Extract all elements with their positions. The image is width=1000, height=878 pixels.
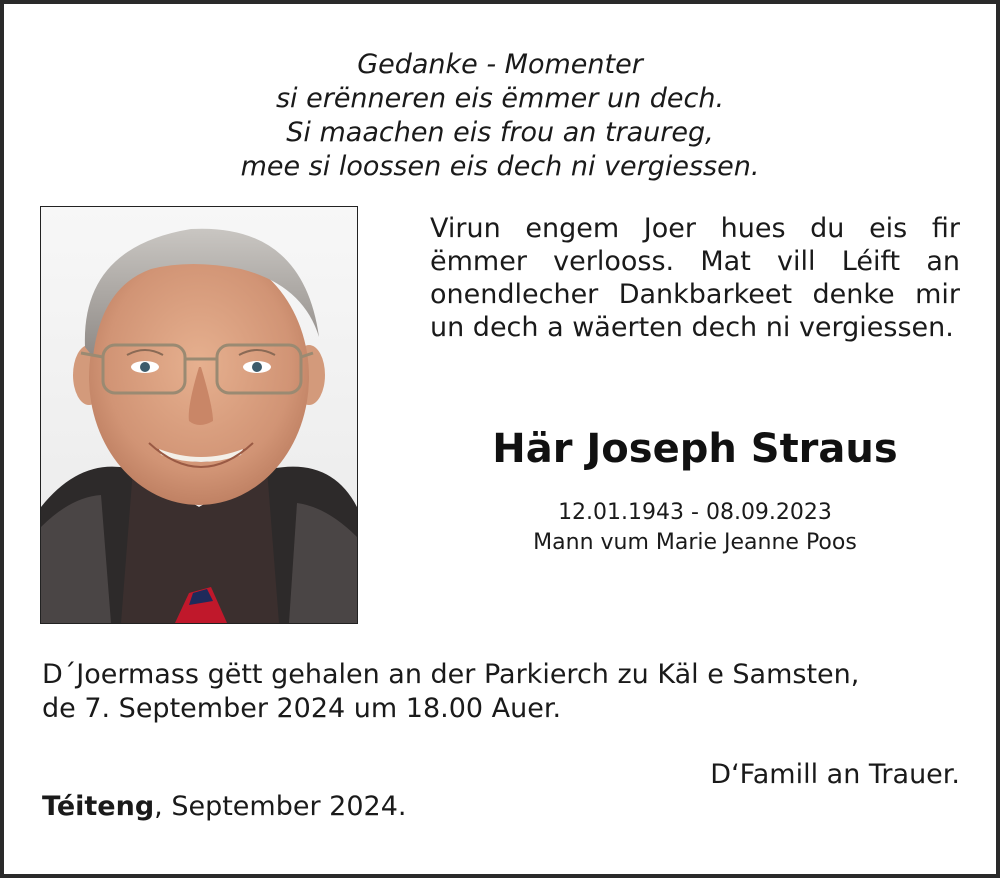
place-and-date [42, 790, 406, 824]
poem-line: si erënneren eis ëmmer un dech. [275, 83, 725, 114]
mass-line-1: D´Joermass gëtt gehalen an der Parkierch zu Käl e Samsten, [42, 659, 860, 690]
poem-line: Gedanke - Momenter [357, 49, 643, 80]
poem-line: mee si loossen eis dech ni vergiessen. [240, 151, 760, 182]
place-date: , September 2024. [154, 791, 407, 822]
remembrance-message: Virun engem Joer hues du eis fir ëmmer verlooss. Mat vill Léift an onendlecher Dankbarkeet denke mir un dech a wäerten dech ni vergiessen. [430, 213, 960, 343]
portrait-photo [40, 206, 358, 624]
poem-line: Si maachen eis frou an traureg, [286, 117, 714, 148]
life-dates: 12.01.1943 - 08.09.2023 [558, 500, 832, 525]
family-signature: D‘Famill an Trauer. [710, 759, 960, 790]
deceased-name: Här Joseph Straus [492, 426, 898, 472]
memorial-mass-info [42, 658, 960, 726]
poem [4, 48, 996, 184]
place-town: Téiteng [42, 791, 155, 822]
mass-line-2: de 7. September 2024 um 18.00 Auer. [42, 693, 562, 724]
spouse-line: Mann vum Marie Jeanne Poos [533, 530, 857, 555]
